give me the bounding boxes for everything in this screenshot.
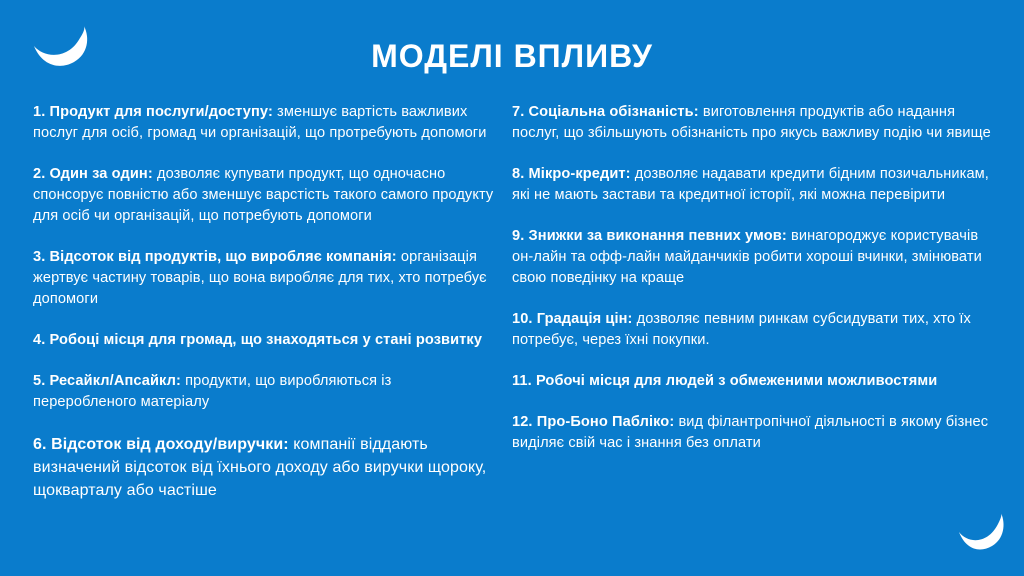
list-item xyxy=(512,371,1002,392)
item-text: винагороджує користувачів он-лайн та офф-лайн майданчиків робити хороші вчинки, змінювати свою поведінку на краще xyxy=(512,228,982,286)
right-column xyxy=(512,102,1002,474)
crescent-wave-icon xyxy=(956,512,1006,554)
list-item xyxy=(512,226,1002,289)
list-item xyxy=(512,412,1002,454)
item-text: виготовлення продуктів або надання послуг, що збільшують обізнаність про якусь важливу подію чи явище xyxy=(512,104,991,141)
item-label: 8. Мікро-кредит: xyxy=(512,166,631,182)
item-text: вид філантропічної діяльності в якому бізнес виділяє свій час і знання без оплати xyxy=(512,414,989,451)
item-text: дозволяє купувати продукт, що одночасно спонсорує повністю або зменшує варстість такого самого продукту для осіб чи організацій, що потребують допомоги xyxy=(33,166,494,224)
item-text: дозволяє надавати кредити бідним позичальникам, які не мають застави та кредитної історії, які можна перевірити xyxy=(512,166,989,203)
list-item xyxy=(33,102,495,144)
item-label: 12. Про-Боно Пабліко: xyxy=(512,414,675,430)
list-item xyxy=(33,433,495,502)
item-text: організація жертвує частину товарів, що вона виробляє для тих, хто потребує допомоги xyxy=(33,249,487,307)
item-label: 10. Градація цін: xyxy=(512,311,633,327)
item-label: 1. Продукт для послуги/доступу: xyxy=(33,104,273,120)
list-item xyxy=(33,330,495,351)
item-label: 6. Відсоток від доходу/виручки: xyxy=(33,436,289,453)
item-label: 11. Робочі місця для людей з обмеженими можливостями xyxy=(512,373,938,389)
list-item xyxy=(33,247,495,310)
item-label: 5. Ресайкл/Апсайкл: xyxy=(33,373,181,389)
item-label: 4. Робоці місця для громад, що знаходяться у стані розвитку xyxy=(33,332,483,348)
item-label: 3. Відсоток від продуктів, що виробляє компанія: xyxy=(33,249,397,265)
list-item xyxy=(33,164,495,227)
list-item xyxy=(512,164,1002,206)
item-text: зменшує вартість важливих послуг для осіб, громад чи організацій, що протребують допомоги xyxy=(33,104,487,141)
item-label: 2. Один за один: xyxy=(33,166,153,182)
list-item xyxy=(512,309,1002,351)
item-text: продукти, що виробляються із переробленого матеріалу xyxy=(33,373,392,410)
item-text: дозволяє певним ринкам субсидувати тих, хто їх потребує, через їхні покупки. xyxy=(512,311,971,348)
item-label: 7. Соціальна обізнаність: xyxy=(512,104,699,120)
left-column xyxy=(33,102,495,522)
item-label: 9. Знижки за виконання певних умов: xyxy=(512,228,787,244)
page-title: МОДЕЛІ ВПЛИВУ xyxy=(371,38,653,74)
list-item xyxy=(33,371,495,413)
list-item xyxy=(512,102,1002,144)
item-text: компанії віддають визначений відсоток від їхнього доходу або виручки щороку, щокварталу або частіше xyxy=(33,436,487,499)
